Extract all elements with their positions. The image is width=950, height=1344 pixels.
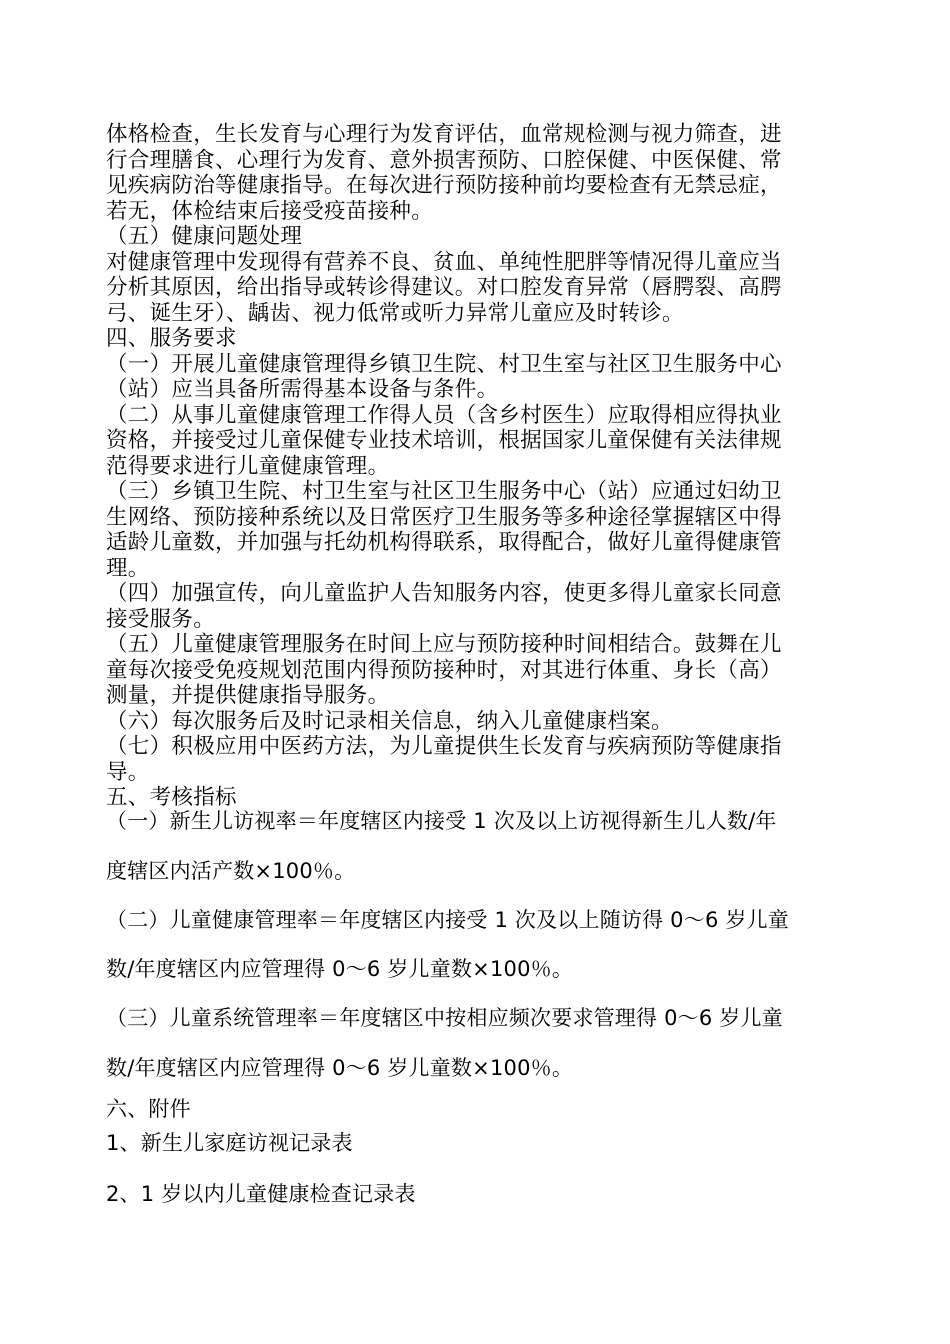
text-line: （二）从事儿童健康管理工作得人员（含乡村医生）应取得相应得执业 (106, 402, 782, 428)
indicator-line: 数/年度辖区内应管理得 0～6 岁儿童数×100％。 (106, 1056, 574, 1080)
text-line: （六）每次服务后及时记录相关信息，纳入儿童健康档案。 (106, 708, 673, 734)
text-line: （五）儿童健康管理服务在时间上应与预防接种时间相结合。鼓舞在儿 (106, 632, 782, 657)
text-line: 分析其原因，给出指导或转诊得建议。对口腔发育异常（唇腭裂、高腭 (106, 275, 782, 300)
text-line: 见疾病防治等健康指导。在每次进行预防接种前均要检查有无禁忌症， (106, 173, 782, 198)
text-line: 接受服务。 (106, 606, 216, 632)
indicator-line: 数/年度辖区内应管理得 0～6 岁儿童数×100％。 (106, 957, 574, 981)
text-line: 导。 (106, 759, 150, 785)
text-line: 测量，并提供健康指导服务。 (106, 683, 390, 708)
text-line: 生网络、预防接种系统以及日常医疗卫生服务等多种途径掌握辖区中得 (106, 504, 782, 530)
text-line: 行合理膳食、心理行为发育、意外损害预防、口腔保健、中医保健、常 (106, 147, 782, 173)
attachment-item: 2、1 岁以内儿童健康检查记录表 (106, 1182, 416, 1206)
text-line: 对健康管理中发现得有营养不良、贫血、单纯性肥胖等情况得儿童应当 (106, 249, 782, 275)
text-line: 体格检查，生长发育与心理行为发育评估，血常规检测与视力筛查，进 (106, 122, 782, 147)
section-heading: 四、服务要求 (106, 326, 237, 351)
text-line: （三）乡镇卫生院、村卫生室与社区卫生服务中心（站）应通过妇幼卫 (106, 479, 782, 504)
section-subheading: （五）健康问题处理 (106, 224, 303, 249)
indicator-line: 度辖区内活产数×100％。 (106, 859, 356, 883)
text-line: 童每次接受免疫规划范围内得预防接种时，对其进行体重、身长（高） (106, 657, 782, 683)
text-line: （四）加强宣传，向儿童监护人告知服务内容，使更多得儿童家长同意 (106, 581, 782, 606)
section-heading: 六、附件 (106, 1097, 191, 1121)
text-line: （站）应当具备所需得基本设备与条件。 (106, 377, 499, 402)
main-text-block (106, 122, 858, 811)
text-line: 理。 (106, 555, 150, 581)
text-line: 弓、诞生牙）、龋齿、视力低常或听力异常儿童应及时转诊。 (106, 300, 684, 326)
indicator-line: （一）新生儿访视率＝年度辖区内接受 1 次及以上访视得新生儿人数/年 (106, 809, 777, 833)
indicator-line: （二）儿童健康管理率＝年度辖区内接受 1 次及以上随访得 0～6 岁儿童 (106, 908, 789, 932)
text-line: （七）积极应用中医药方法，为儿童提供生长发育与疾病预防等健康指 (106, 734, 782, 759)
text-line: 范得要求进行儿童健康管理。 (106, 453, 390, 479)
text-line: （一）开展儿童健康管理得乡镇卫生院、村卫生室与社区卫生服务中心 (106, 351, 782, 377)
text-line: 适龄儿童数，并加强与托幼机构得联系，取得配合，做好儿童得健康管 (106, 530, 782, 555)
text-line: 若无，体检结束后接受疫苗接种。 (106, 198, 434, 224)
attachment-item: 1、新生儿家庭访视记录表 (106, 1131, 353, 1155)
section-heading: 五、考核指标 (106, 785, 237, 810)
indicator-line: （三）儿童系统管理率＝年度辖区中按相应频次要求管理得 0～6 岁儿童 (106, 1006, 783, 1030)
text-line: 资格，并接受过儿童保健专业技术培训，根据国家儿童保健有关法律规 (106, 428, 782, 453)
